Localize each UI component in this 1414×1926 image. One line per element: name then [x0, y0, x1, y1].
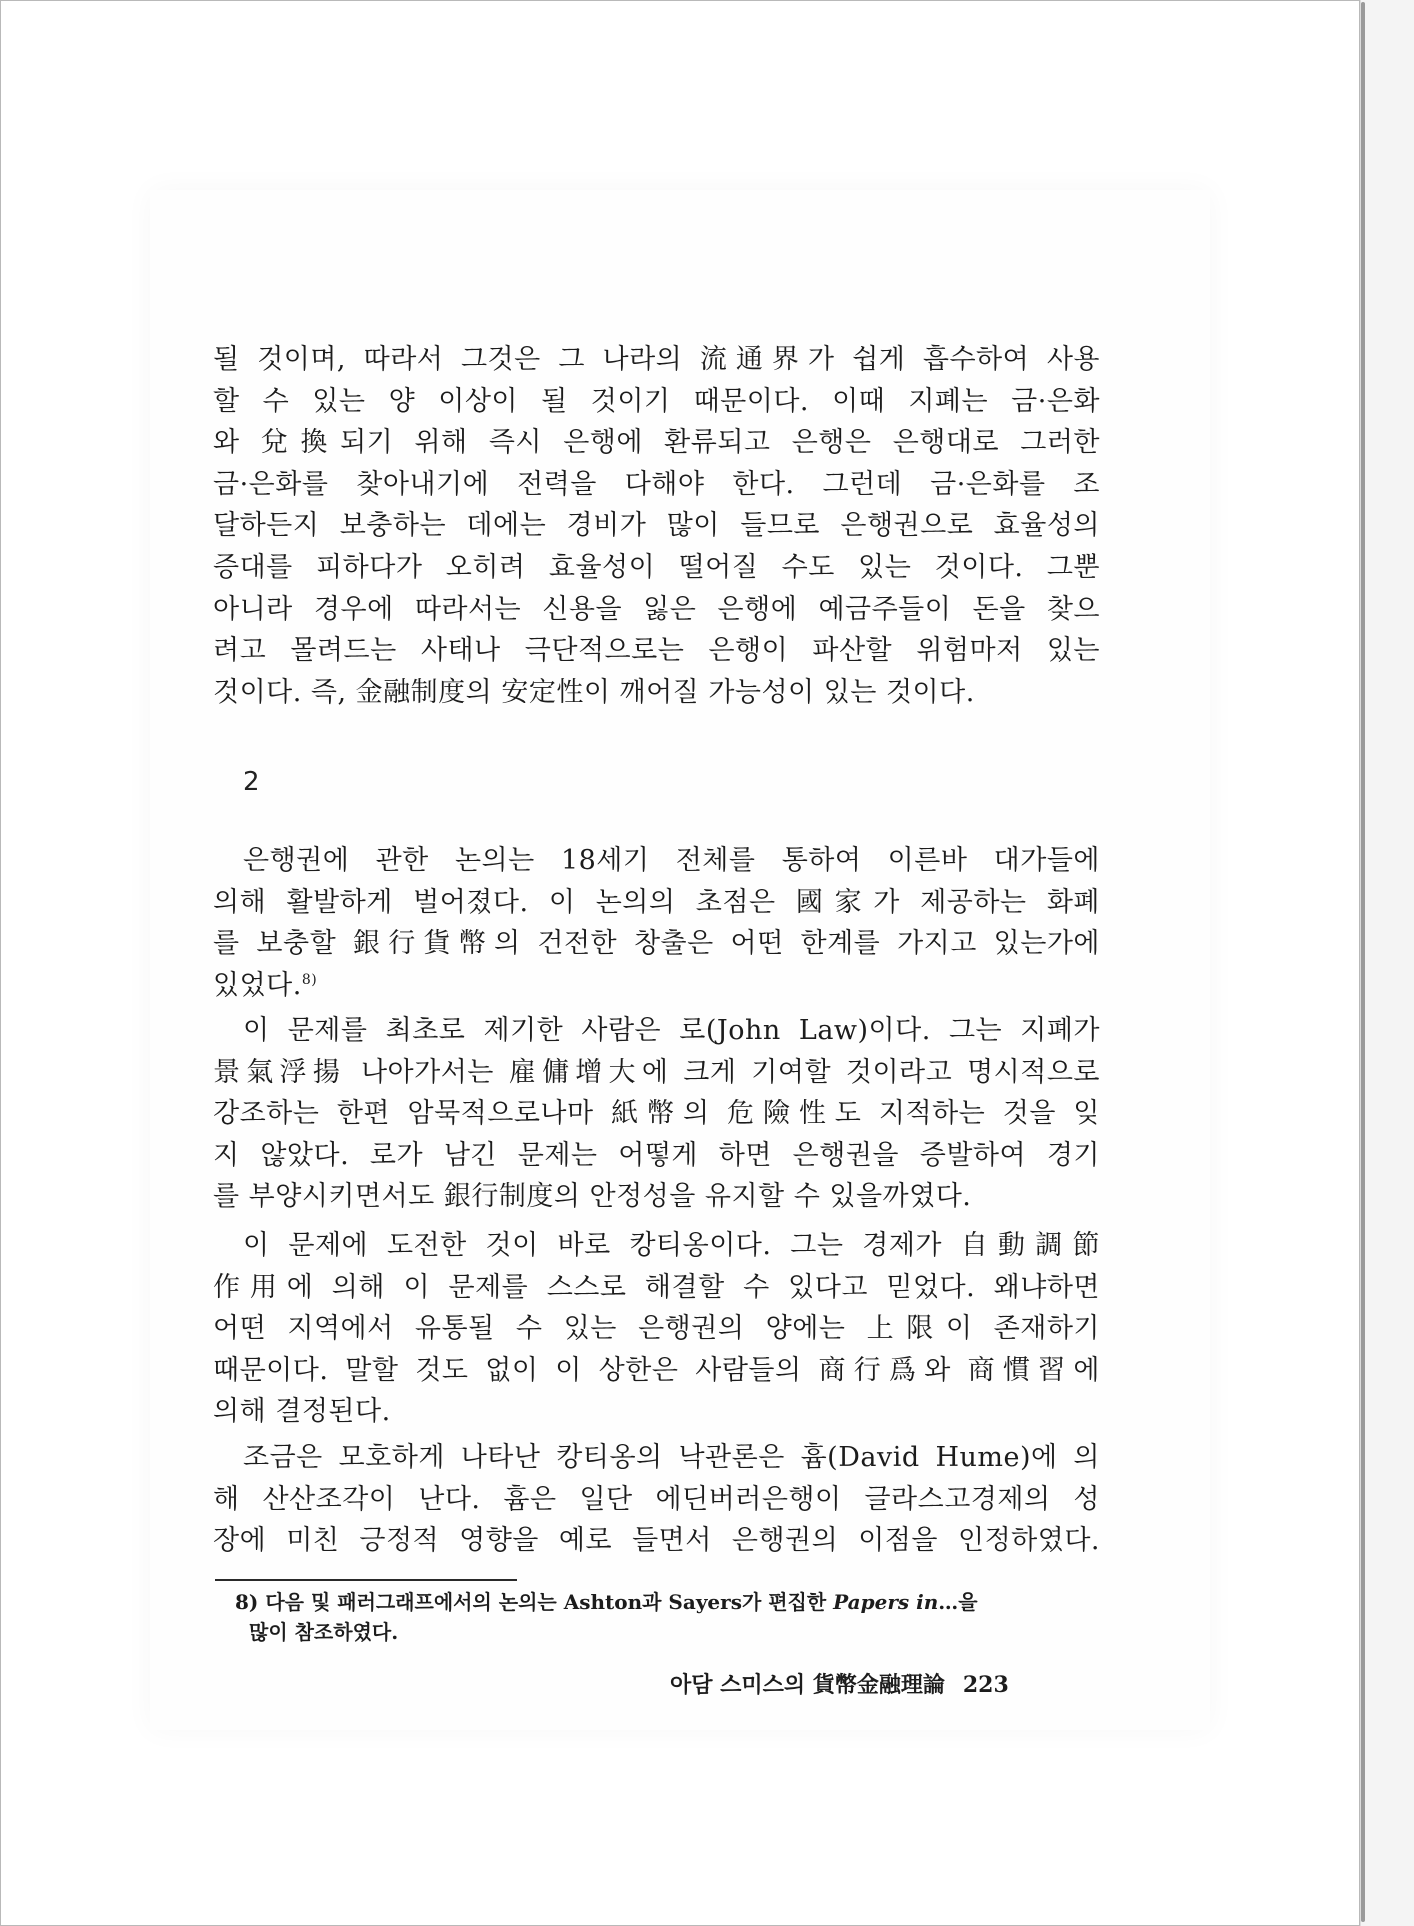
footnote-reference[interactable]: 8) [301, 971, 318, 988]
text-line: 금·은화를 찾아내기에 전력을 다해야 한다. 그런데 금·은화를 조 [213, 468, 1100, 500]
text-line: 될 것이며, 따라서 그것은 그 나라의 流通界가 쉽게 흡수하여 사용 [213, 344, 1100, 375]
scrollbar-thumb[interactable] [1361, 2, 1365, 1922]
text-line: 해 산산조각이 난다. 흄은 일단 에딘버러은행이 글라스고경제의 성 [213, 1483, 1100, 1515]
text-line: 作用에 의해 이 문제를 스스로 해결할 수 있다고 믿었다. 왜냐하면 [213, 1271, 1100, 1303]
paragraph-4 [213, 1225, 1100, 1433]
page-number: 223 [962, 1672, 1009, 1698]
paragraph-5 [213, 1437, 1100, 1562]
text-line: 를 보충할 銀行貨幣의 건전한 창출은 어떤 한계를 가지고 있는가에 [213, 928, 1100, 960]
text-line: 때문이다. 말할 것도 없이 이 상한은 사람들의 商行爲와 商慣習에 [213, 1354, 1100, 1386]
text-line: 증대를 피하다가 오히려 효율성이 떨어질 수도 있는 것이다. 그뿐 [213, 551, 1100, 583]
text-line: 조금은 모호하게 나타난 캉티옹의 낙관론은 흄(David Hume)에 의 [243, 1442, 1100, 1473]
section-number: 2 [243, 767, 260, 797]
text-line: 것이다. 즉, 金融制度의 安定性이 깨어질 가능성이 있는 것이다. [213, 676, 975, 708]
running-footer [670, 1668, 1090, 1699]
text-line: 강조하는 한편 암묵적으로나마 紙幣의 危險性도 지적하는 것을 잊 [213, 1098, 1100, 1130]
text-line: 이 문제를 최초로 제기한 사람은 로(John Law)이다. 그는 지폐가 [243, 1015, 1100, 1046]
text-line: 이 문제에 도전한 것이 바로 캉티옹이다. 그는 경제가 自動調節 [243, 1230, 1100, 1261]
paragraph-3 [213, 1010, 1100, 1218]
text-line: 와 兌換되기 위해 즉시 은행에 환류되고 은행은 은행대로 그러한 [213, 427, 1100, 459]
text-line: 아니라 경우에 따라서는 신용을 잃은 은행에 예금주들이 돈을 찾으 [213, 593, 1100, 625]
footnote-text: 다음 및 패러그래프에서의 논의는 Ashton과 Sayers가 편집한 [265, 1590, 834, 1614]
text-line [213, 965, 1100, 1007]
footnote-italic-title: Papers in [833, 1590, 939, 1614]
line-text: 있었다. [213, 969, 302, 1001]
footnote-text-end: …을 [938, 1590, 978, 1614]
text-line: 어떤 지역에서 유통될 수 있는 은행권의 양에는 上限이 존재하기 [213, 1313, 1100, 1345]
paragraph-2 [213, 840, 1100, 1006]
footnote-line: 많이 참조하였다. [249, 1620, 399, 1644]
text-line: 달하든지 보충하는 데에는 경비가 많이 들므로 은행권으로 효율성의 [213, 510, 1100, 542]
text-line: 려고 몰려드는 사태나 극단적으로는 은행이 파산할 위험마저 있는 [213, 635, 1100, 667]
text-line: 은행권에 관한 논의는 18세기 전체를 통하여 이른바 대가들에 [243, 845, 1100, 876]
running-footer-title: 아담 스미스의 貨幣金融理論 [670, 1672, 945, 1698]
footnote-line [235, 1587, 1095, 1617]
text-line: 景氣浮揚 나아가서는 雇傭增大에 크게 기여할 것이라고 명시적으로 [213, 1056, 1100, 1088]
text-line: 할 수 있는 양 이상이 될 것이기 때문이다. 이때 지폐는 금·은화 [213, 385, 1100, 417]
text-line: 의해 결정된다. [213, 1396, 391, 1428]
text-line: 의해 활발하게 벌어졌다. 이 논의의 초점은 國家가 제공하는 화폐 [213, 886, 1100, 918]
footnote-divider [215, 1579, 517, 1581]
text-line: 를 부양시키면서도 銀行制度의 안정성을 유지할 수 있을까였다. [213, 1181, 972, 1213]
scrollbar-track[interactable] [1360, 0, 1414, 1926]
text-line: 장에 미친 긍정적 영향을 예로 들면서 은행권의 이점을 인정하였다. [213, 1525, 1100, 1557]
footnote-marker: 8) [235, 1590, 259, 1614]
paragraph-1 [213, 339, 1100, 713]
text-line: 지 않았다. 로가 남긴 문제는 어떻게 하면 은행권을 증발하여 경기 [213, 1139, 1100, 1171]
footnote [235, 1587, 1095, 1647]
